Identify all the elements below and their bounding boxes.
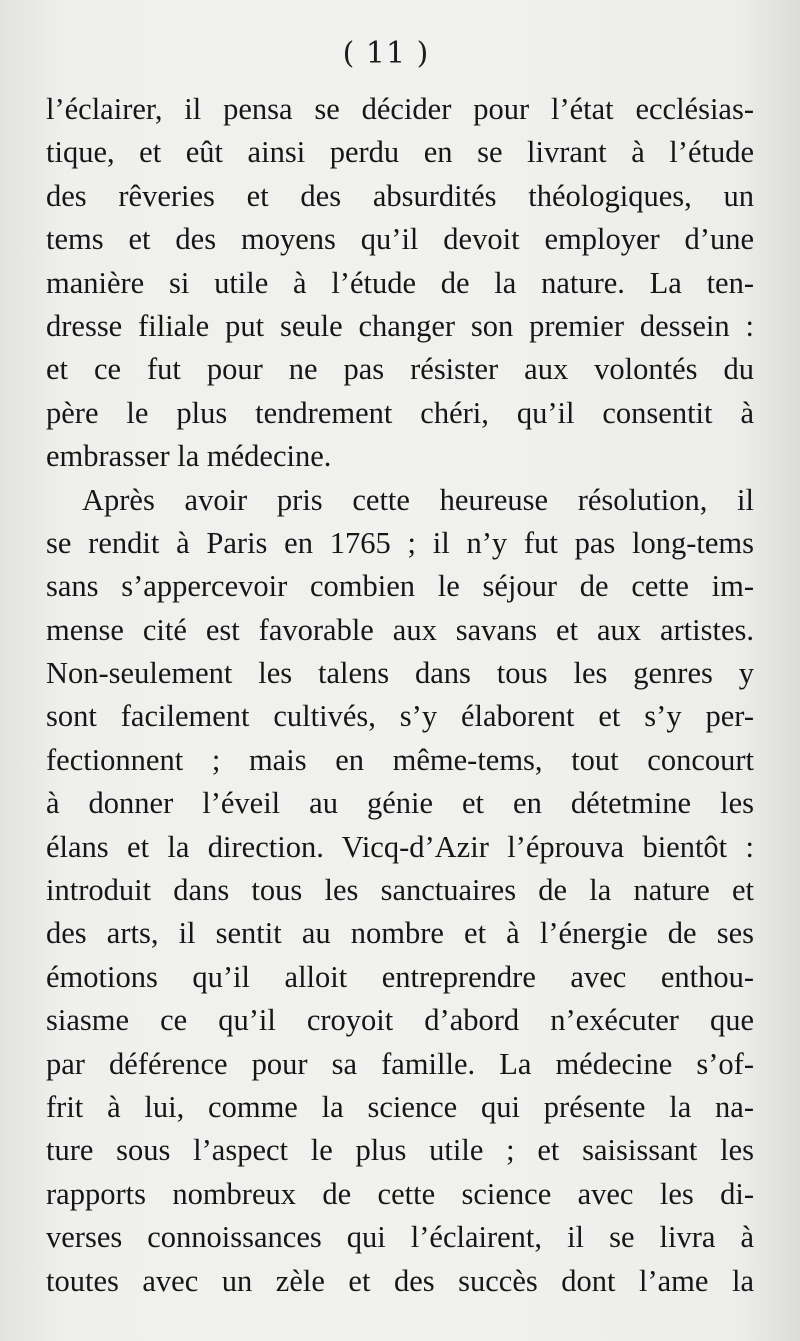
text-line: verses connoissances qui l’éclairent, il se livra à <box>46 1220 754 1255</box>
text-line: ture sous l’aspect le plus utile ; et saisissant les <box>46 1133 754 1168</box>
text-line: tems et des moyens qu’il devoit employer d’une <box>46 222 754 257</box>
text-line: des rêveries et des absurdités théologiques, un <box>46 178 754 213</box>
text-line: émotions qu’il alloit entreprendre avec enthou- <box>46 959 754 994</box>
text-line: l’éclairer, il pensa se décider pour l’état ecclésias- <box>46 92 754 126</box>
text-line: Non-seulement les talens dans tous les genres y <box>46 656 754 691</box>
text-line: et ce fut pour ne pas résister aux volontés du <box>46 352 754 387</box>
text-line: sans s’appercevoir combien le séjour de cette im- <box>46 569 754 604</box>
text-line: Après avoir pris cette heureuse résolution, il <box>82 482 754 517</box>
text-line: rapports nombreux de cette science avec les di- <box>46 1176 754 1211</box>
text-line: introduit dans tous les sanctuaires de la nature et <box>46 873 754 908</box>
text-line: se rendit à Paris en 1765 ; il n’y fut pas long-tems <box>46 525 754 560</box>
text-line: fectionnent ; mais en même-tems, tout concourt <box>46 742 754 777</box>
text-line: des arts, il sentit au nombre et à l’énergie de ses <box>46 916 754 951</box>
text-line: toutes avec un zèle et des succès dont l’ame la <box>46 1263 754 1298</box>
text-line: par déférence pour sa famille. La médecine s’of- <box>46 1046 754 1081</box>
text-line: dresse filiale put seule changer son premier dessein : <box>46 308 754 343</box>
text-line: embrasser la médecine. <box>46 439 332 474</box>
text-line: élans et la direction. Vicq-d’Azir l’éprouva bientôt : <box>46 829 754 864</box>
text-line: tique, et eût ainsi perdu en se livrant à l’étude <box>46 135 754 170</box>
text-line: manière si utile à l’étude de la nature. La ten- <box>46 265 754 300</box>
text-line: sont facilement cultivés, s’y élaborent et s’y per- <box>46 699 754 734</box>
page-number: ( 11 ) <box>342 36 430 71</box>
text-line: mense cité est favorable aux savans et aux artistes. <box>46 612 754 647</box>
text-line: père le plus tendrement chéri, qu’il consentit à <box>46 395 754 430</box>
text-line: frit à lui, comme la science qui présente la na- <box>46 1089 754 1124</box>
text-line: siasme ce qu’il croyoit d’abord n’exécuter que <box>46 1003 754 1038</box>
text-line: à donner l’éveil au génie et en détetmine les <box>46 786 754 821</box>
body-text <box>46 88 754 1303</box>
